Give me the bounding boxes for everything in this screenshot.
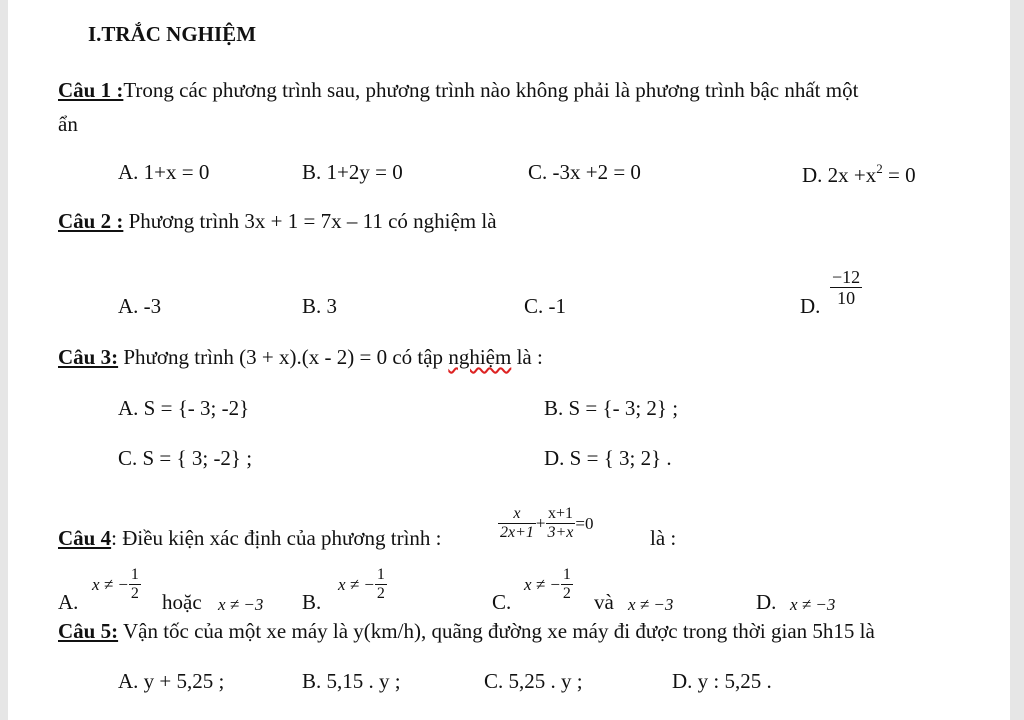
- q1-option-a: A. 1+x = 0: [118, 160, 210, 184]
- q4-a-half-den: 2: [130, 585, 139, 602]
- q4-b-half-num: 1: [376, 566, 385, 583]
- question-3-text-end: là :: [511, 345, 543, 369]
- q1-d-rest: = 0: [882, 163, 916, 187]
- question-4-label: Câu 4: [58, 526, 112, 550]
- q1-option-d: [802, 162, 916, 186]
- q4-c-half-den: 2: [562, 585, 571, 602]
- q4-a-half-num: 1: [130, 566, 139, 583]
- left-page-gutter: [0, 0, 8, 720]
- question-5: [58, 621, 875, 642]
- q4-b-cond: x ≠ −: [338, 575, 375, 594]
- q4-f2-numerator: x+1: [546, 506, 576, 524]
- q4-option-d-label: D.: [756, 590, 777, 614]
- q2-option-d-fraction: [830, 268, 862, 307]
- q4-plus: +: [535, 513, 546, 533]
- q4-equals-zero: =0: [575, 514, 594, 533]
- question-4: [58, 528, 442, 549]
- q4-option-a-condition: [92, 567, 141, 602]
- question-5-label: Câu 5:: [58, 619, 119, 643]
- question-1: [58, 80, 858, 101]
- q1-d-base: D. 2x +x: [802, 163, 877, 187]
- q1-option-b: B. 1+2y = 0: [302, 160, 403, 184]
- q2-option-c: C. -1: [524, 294, 566, 318]
- q3-option-d: D. S = { 3; 2} .: [544, 446, 672, 470]
- q4-f1-denominator: 2x+1: [500, 524, 534, 541]
- question-1-label: Câu 1 :: [58, 78, 124, 102]
- question-1-text: Trong các phương trình sau, phương trình nào không phải là phương trình bậc nhất một: [123, 78, 859, 102]
- q5-option-c: C. 5,25 . y ;: [484, 669, 583, 693]
- q4-option-c-condition: [524, 567, 573, 602]
- section-title: I.TRẮC NGHIỆM: [88, 22, 257, 46]
- q3-option-c: C. S = { 3; -2} ;: [118, 446, 253, 470]
- q2-d-denominator: 10: [837, 288, 856, 308]
- q4-option-b-label: B.: [302, 590, 322, 614]
- q1-option-c: C. -3x +2 = 0: [528, 160, 641, 184]
- q4-option-c-cond2: x ≠ −3: [628, 595, 674, 614]
- question-3: [58, 347, 543, 368]
- q4-option-b-condition: [338, 567, 387, 602]
- q3-option-a: A. S = {- 3; -2}: [118, 396, 250, 420]
- q4-c-half-num: 1: [562, 566, 571, 583]
- question-2-label: Câu 2 :: [58, 209, 124, 233]
- q2-option-a: A. -3: [118, 294, 162, 318]
- q2-option-b: B. 3: [302, 294, 338, 318]
- q4-option-c-label: C.: [492, 590, 512, 614]
- q1-d-exponent: 2: [876, 161, 883, 176]
- q4-b-half-den: 2: [376, 585, 385, 602]
- q5-option-d: D. y : 5,25 .: [672, 669, 772, 693]
- question-2: [58, 211, 497, 232]
- question-1-text-cont: ẩn: [58, 112, 78, 136]
- q4-option-d-cond: x ≠ −3: [790, 595, 836, 614]
- question-4-text: : Điều kiện xác định của phương trình :: [111, 526, 442, 550]
- q4-f2-denominator: 3+x: [547, 524, 574, 541]
- q2-d-numerator: −12: [832, 267, 861, 287]
- q4-option-a-or: hoặc: [162, 590, 202, 614]
- question-3-label: Câu 3:: [58, 345, 119, 369]
- q5-option-b: B. 5,15 . y ;: [302, 669, 401, 693]
- question-3-text: Phương trình (3 + x).(x - 2) = 0 có tập: [118, 345, 449, 369]
- q3-option-b: B. S = {- 3; 2} ;: [544, 396, 679, 420]
- q4-option-a-cond2: x ≠ −3: [218, 595, 264, 614]
- q4-c-cond1: x ≠ −: [524, 575, 561, 594]
- q4-f1-numerator: x: [498, 506, 536, 524]
- q4-option-a-label: A.: [58, 590, 79, 614]
- q2-option-d-label: D.: [800, 294, 821, 318]
- q4-option-c-and: và: [594, 590, 614, 614]
- q5-option-a: A. y + 5,25 ;: [118, 669, 225, 693]
- q4-tail: là :: [650, 526, 677, 550]
- question-2-text: Phương trình 3x + 1 = 7x – 11 có nghiệm là: [123, 209, 497, 233]
- q4-a-cond1: x ≠ −: [92, 575, 129, 594]
- spellcheck-word: nghiệm: [448, 345, 512, 369]
- q4-equation: [498, 506, 594, 541]
- right-page-gutter: [1010, 0, 1024, 720]
- question-5-text: Vận tốc của một xe máy là y(km/h), quãng đường xe máy đi được trong thời gian 5h15 là: [118, 619, 875, 643]
